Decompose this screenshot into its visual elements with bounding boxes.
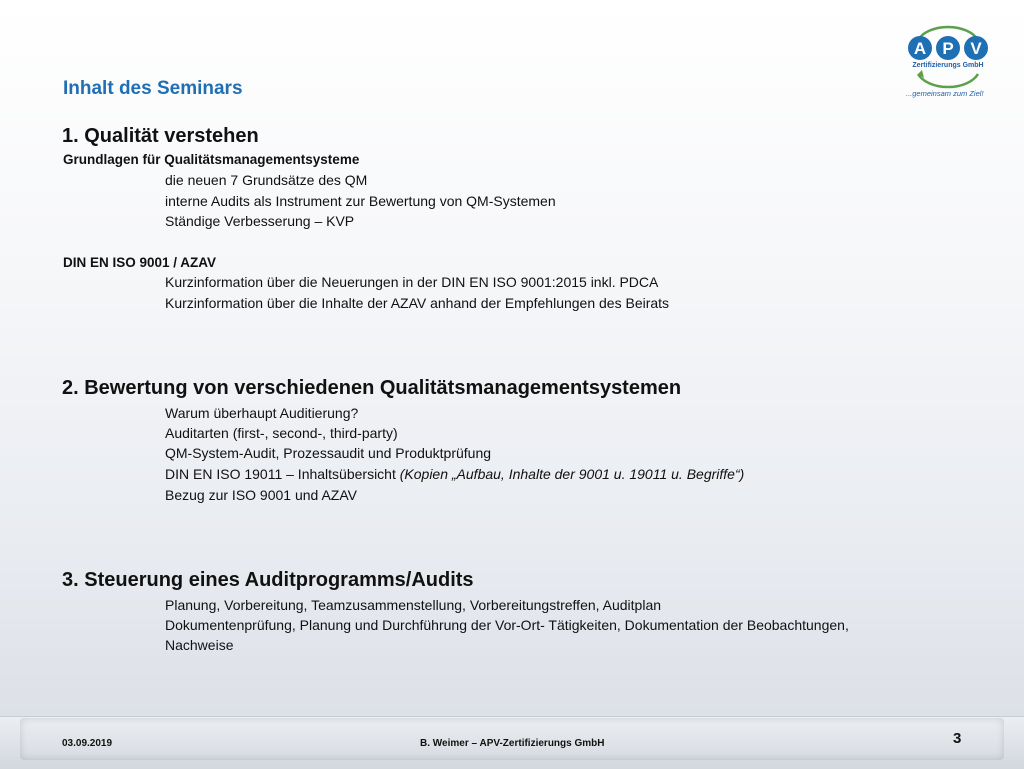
section-2-title: 2. Bewertung von verschiedenen Qualitätsmanagementsystemen	[62, 377, 682, 399]
section-3-title: 3. Steuerung eines Auditprogramms/Audits	[62, 569, 474, 591]
section-2-item-1: Warum überhaupt Auditierung?	[165, 405, 359, 421]
section-1-title: 1. Qualität verstehen	[62, 125, 259, 147]
logo-tagline: ...gemeinsam zum Ziel!	[906, 89, 984, 98]
slide-heading: Inhalt des Seminars	[63, 78, 243, 99]
section-2-item-5: Bezug zur ISO 9001 und AZAV	[165, 487, 357, 503]
section-1-group-1-item-3: Ständige Verbesserung – KVP	[165, 213, 355, 229]
section-3-item-2: Dokumentenprüfung, Planung und Durchführung der Vor-Ort- Tätigkeiten, Dokumentation der Beobachtungen,	[165, 617, 849, 633]
section-1-group-1-item-1: die neuen 7 Grundsätze des QM	[165, 172, 368, 188]
section-2-item-4-note: (Kopien „Aufbau, Inhalte der 9001 u. 19011 u. Begriffe“)	[399, 466, 745, 482]
section-1-group-1-label: Grundlagen für Qualitätsmanagementsysteme	[63, 152, 360, 167]
section-2-item-3: QM-System-Audit, Prozessaudit und Produktprüfung	[165, 445, 492, 461]
section-3-item-1: Planung, Vorbereitung, Teamzusammenstellung, Vorbereitungstreffen, Auditplan	[165, 597, 662, 613]
section-1-group-2-item-2: Kurzinformation über die Inhalte der AZAV anhand der Empfehlungen des Beirats	[165, 295, 670, 311]
logo-company: Zertifizierungs GmbH	[912, 62, 984, 69]
section-3-item-3: Nachweise	[165, 637, 234, 653]
logo-arc-bottom	[918, 74, 978, 87]
section-1-group-2-item-1: Kurzinformation über die Neuerungen in der DIN EN ISO 9001:2015 inkl. PDCA	[165, 274, 659, 290]
section-2-item-2: Auditarten (first-, second-, third-party)	[165, 425, 398, 441]
section-2-item-4	[165, 466, 744, 482]
footer-author: B. Weimer – APV-Zertifizierungs GmbH	[420, 738, 605, 749]
logo-letter-a: A	[913, 39, 927, 58]
section-2-item-4-text: DIN EN ISO 19011 – Inhaltsübersicht	[165, 466, 396, 482]
section-1-group-2-label: DIN EN ISO 9001 / AZAV	[63, 255, 217, 270]
section-1-group-1-item-2: interne Audits als Instrument zur Bewertung von QM-Systemen	[165, 193, 556, 209]
page-number: 3	[953, 730, 962, 747]
logo-letter-v: V	[970, 39, 982, 58]
logo-letter-p: P	[942, 39, 954, 58]
footer-date: 03.09.2019	[62, 738, 113, 749]
